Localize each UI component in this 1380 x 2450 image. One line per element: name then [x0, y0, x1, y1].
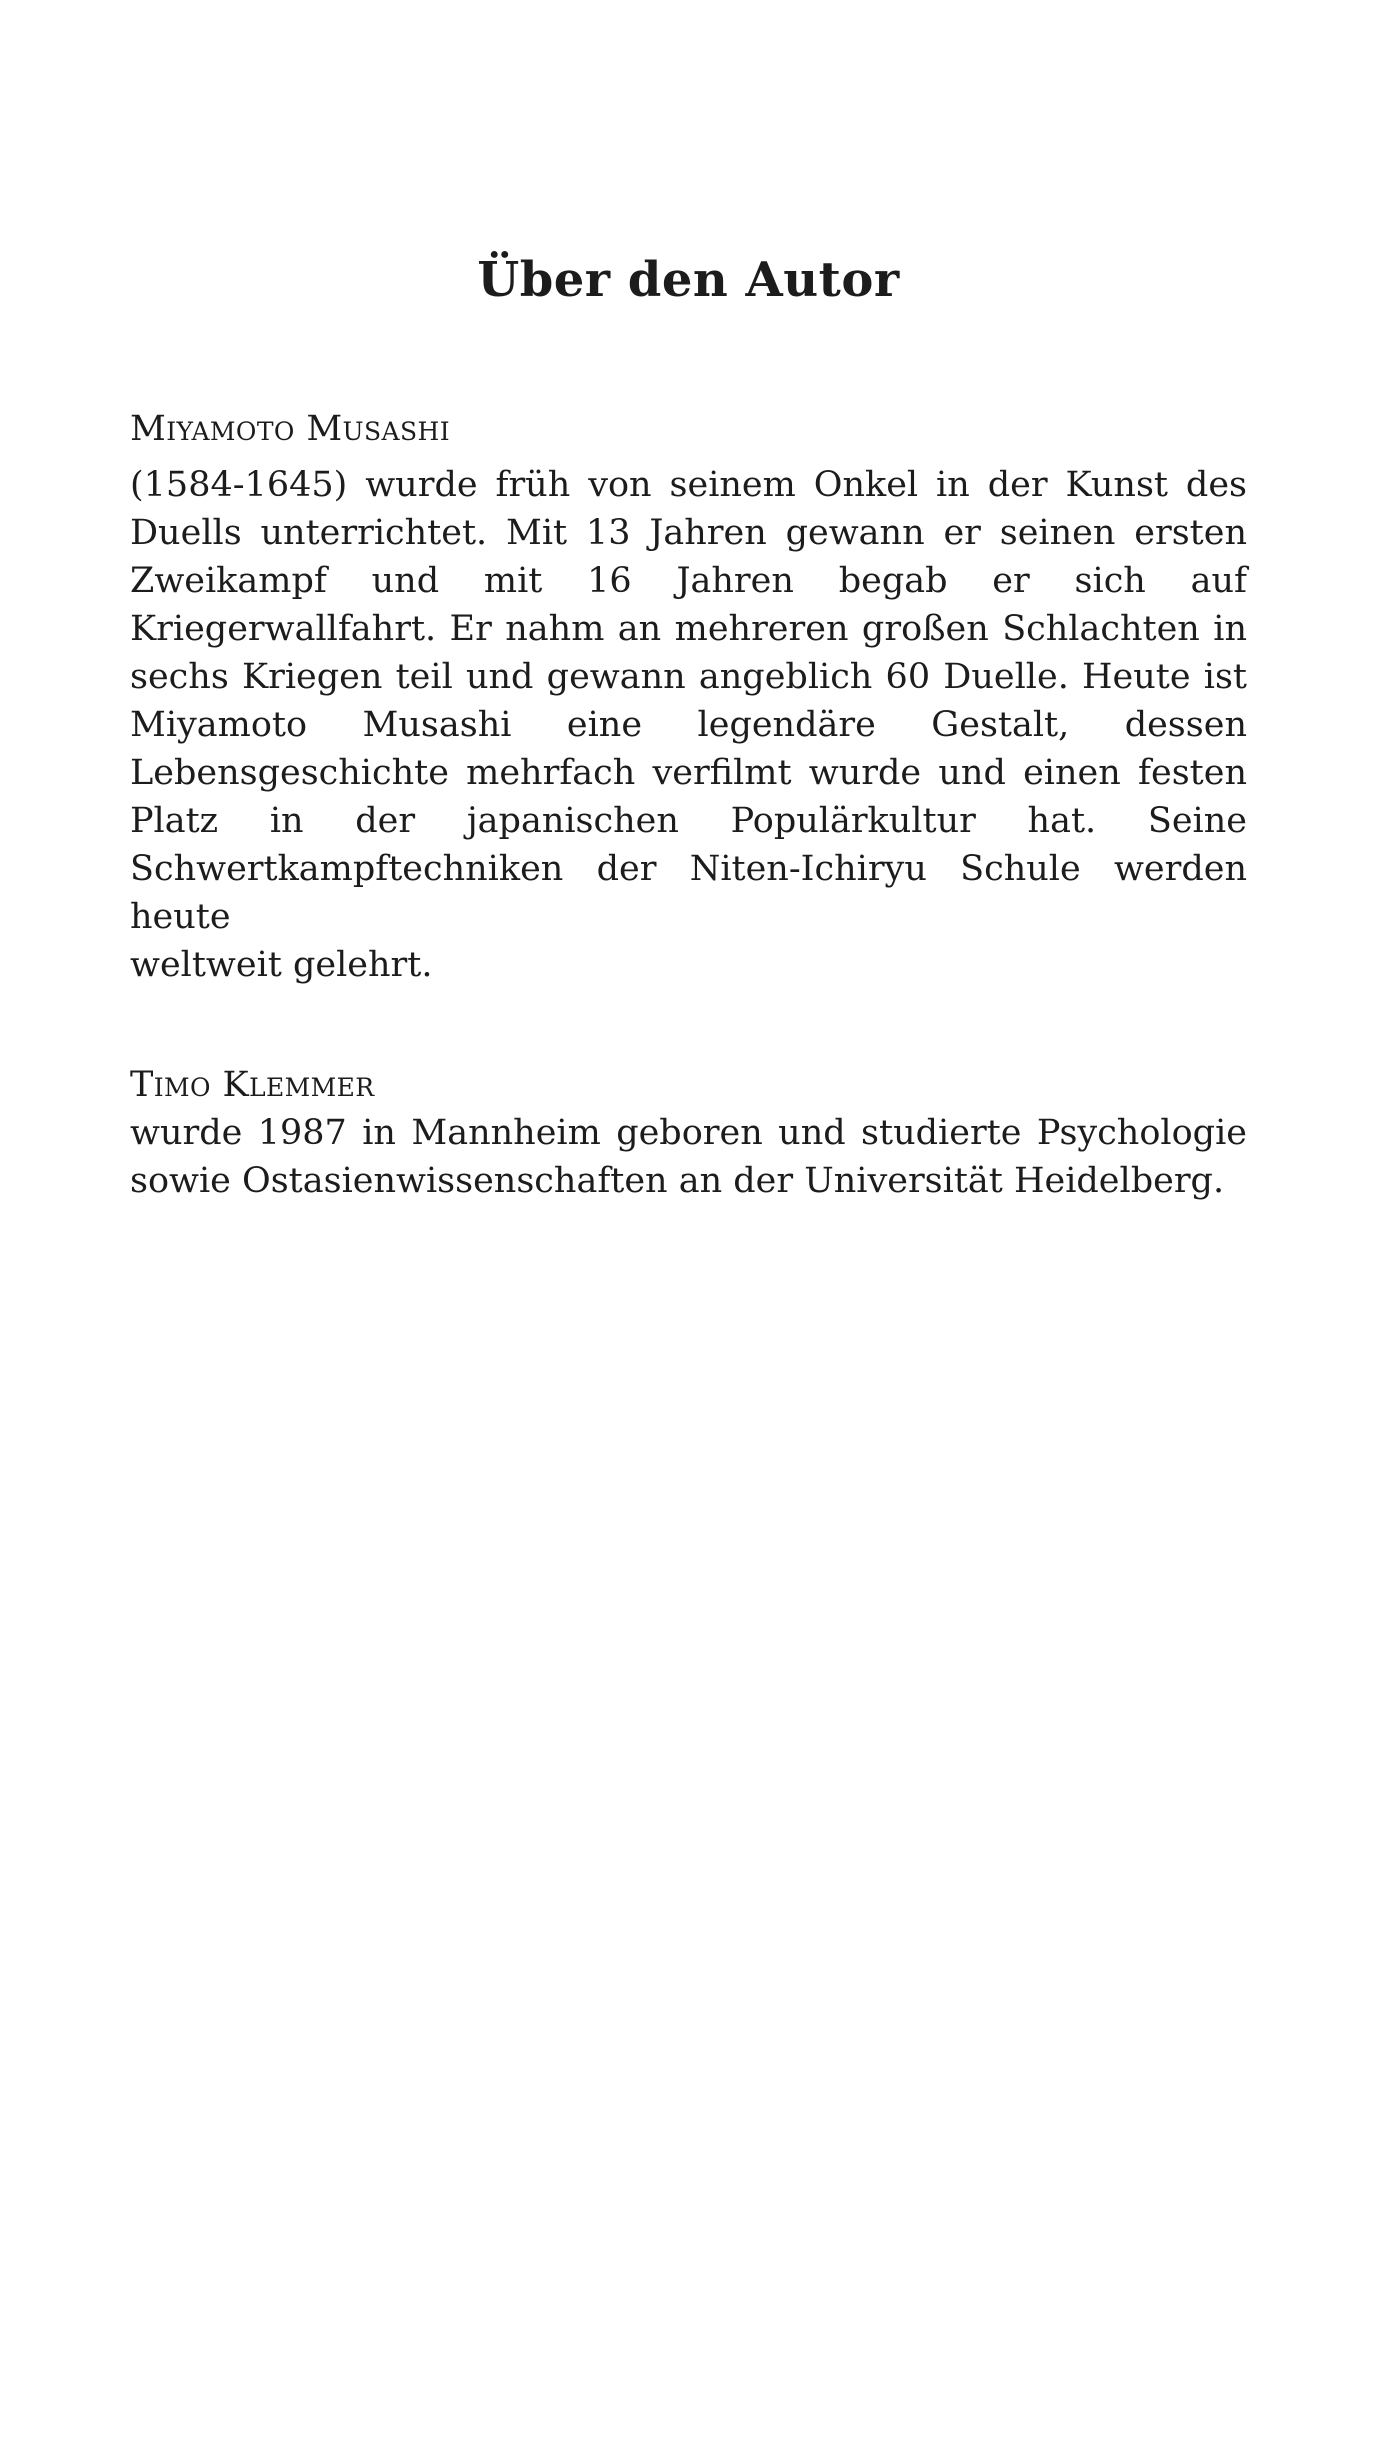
page-title: Über den Autor — [477, 252, 900, 308]
author-name-musashi: Miyamoto Musashi — [130, 409, 451, 449]
text-line: wurde 1987 in Mannheim geboren und studierte Psychologie — [130, 1113, 1247, 1153]
text-line: Duells unterrichtet. Mit 13 Jahren gewann er seinen ersten — [130, 513, 1247, 553]
author-section-klemmer — [130, 1061, 1247, 1205]
text-line: Kriegerwallfahrt. Er nahm an mehreren großen Schlachten in — [130, 609, 1247, 649]
author-section-musashi — [130, 405, 1247, 989]
text-line: Platz in der japanischen Populärkultur hat. Seine — [130, 801, 1247, 841]
text-line: sechs Kriegen teil und gewann angeblich 60 Duelle. Heute ist — [130, 657, 1247, 697]
text-line: weltweit gelehrt. — [130, 945, 433, 985]
text-line: Lebensgeschichte mehrfach verfilmt wurde und einen festen — [130, 753, 1247, 793]
text-line: Schwertkampftechniken der Niten-Ichiryu Schule werden heute — [130, 849, 1247, 937]
text-line: (1584-1645) wurde früh von seinem Onkel in der Kunst des — [130, 465, 1247, 505]
author-bio-musashi — [130, 461, 1247, 989]
book-page — [0, 250, 1380, 2450]
author-name-klemmer: Timo Klemmer — [130, 1065, 375, 1105]
text-line: Zweikampf und mit 16 Jahren begab er sich auf — [130, 561, 1247, 601]
author-bio-klemmer — [130, 1109, 1247, 1205]
text-line: sowie Ostasienwissenschaften an der Universität Heidelberg. — [130, 1161, 1225, 1201]
text-line: Miyamoto Musashi eine legendäre Gestalt, dessen — [130, 705, 1247, 745]
